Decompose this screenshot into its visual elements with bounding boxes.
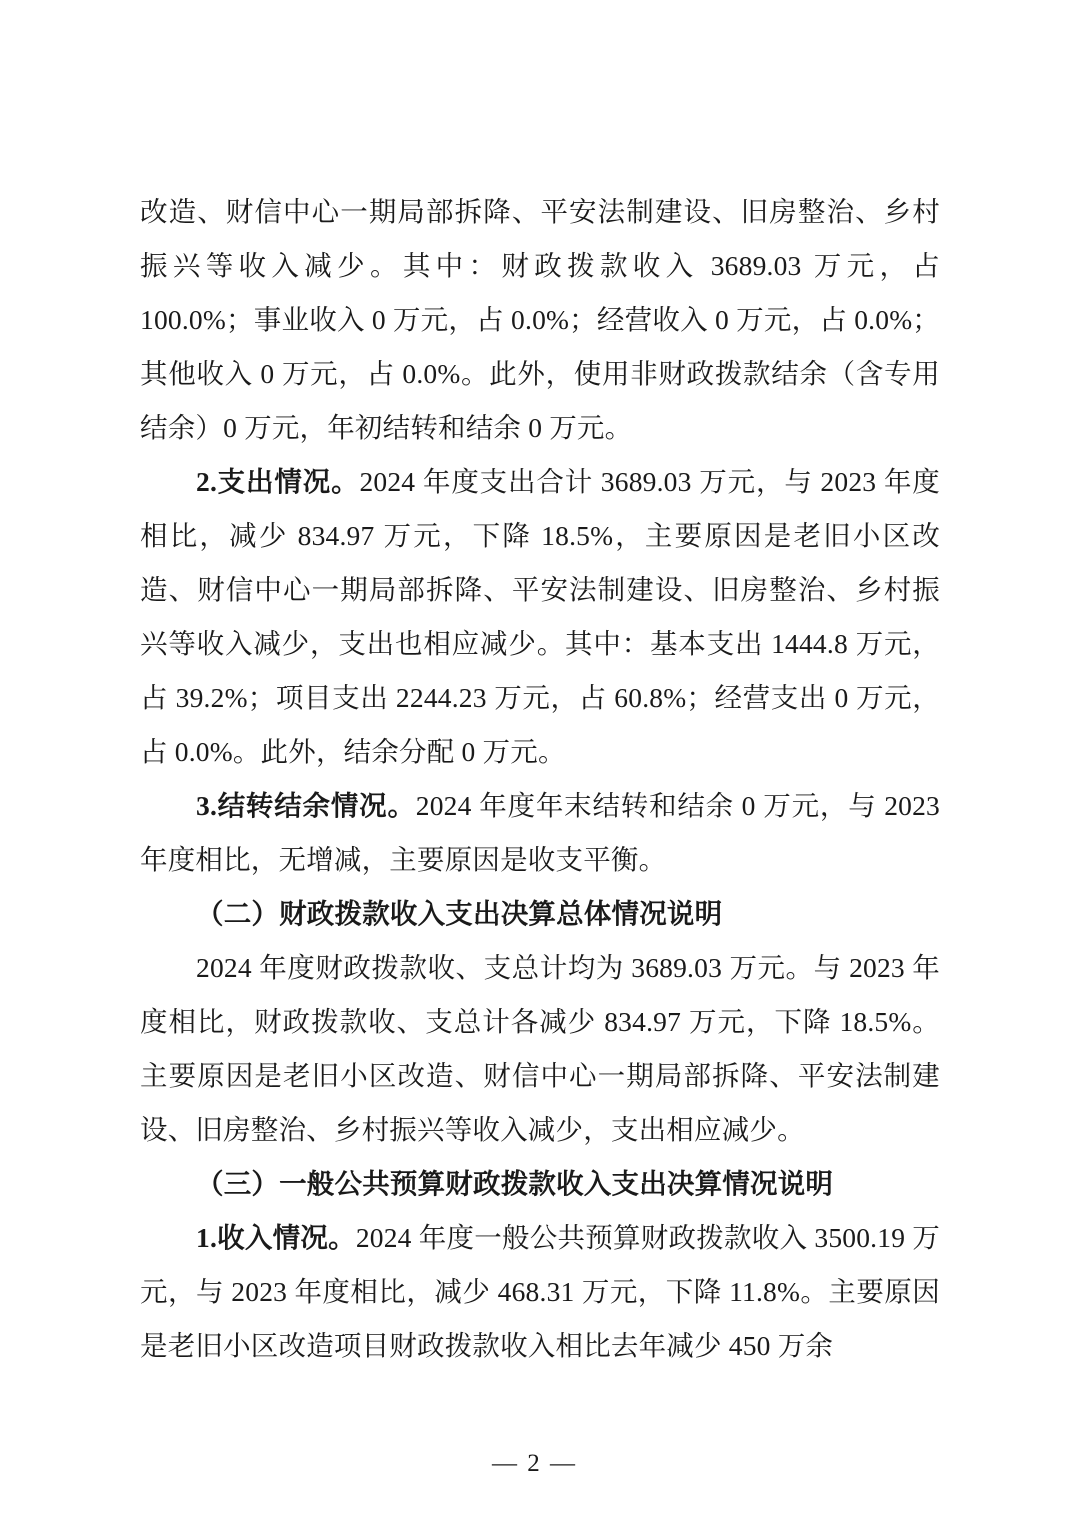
paragraph-run-bold: 3.结转结余情况。 [196,790,416,821]
page-footer [0,1450,1069,1478]
paragraph-run-bold: （二）财政拨款收入支出决算总体情况说明 [196,898,723,929]
paragraph-run: 2024 年度年末结转和结余 0 万元，与 2023 年度相比，无增减，主要原因是收支平衡。 [140,790,940,875]
paragraph-fiscal-appropriation-overall [140,941,940,1157]
page-body-text [140,185,940,1373]
paragraph-run: 2024 年度一般公共预算财政拨款收入 3500.19 万元，与 2023 年度相比，减少 468.31 万元，下降 11.8%。主要原因是老旧小区改造项目财政拨款收入相比去年减少 450 万余 [140,1222,940,1361]
paragraph-income-composition [140,185,940,455]
paragraph-run: 改造、财信中心一期局部拆降、平安法制建设、旧房整治、乡村振兴等收入减少。其中：财政拨款收入 3689.03 万元，占 100.0%；事业收入 0 万元，占 0.0%；经营收入 0 万元，占 0.0%；其他收入 0 万元，占 0.0%。此外，使用非财政拨款结余（含专用结余）0 万元，年初结转和结余 0 万元。 [140,196,940,443]
heading-general-public-budget [140,1157,940,1211]
paragraph-run-bold: （三）一般公共预算财政拨款收入支出决算情况说明 [196,1168,834,1199]
paragraph-run-bold: 1.收入情况。 [196,1222,356,1253]
heading-fiscal-appropriation-overall [140,887,940,941]
page-number: — 2 — [492,1450,577,1477]
paragraph-carryover-balance [140,779,940,887]
paragraph-expenditure [140,455,940,779]
paragraph-general-public-budget-income [140,1211,940,1373]
paragraph-run: 2024 年度支出合计 3689.03 万元，与 2023 年度相比，减少 834.97 万元，下降 18.5%，主要原因是老旧小区改造、财信中心一期局部拆降、平安法制建设、旧房整治、乡村振兴等收入减少，支出也相应减少。其中：基本支出 1444.8 万元，占 39.2%；项目支出 2244.23 万元，占 60.8%；经营支出 0 万元，占 0.0%。此外，结余分配 0 万元。 [140,466,940,767]
paragraph-run-bold: 2.支出情况。 [196,466,360,497]
paragraph-run: 2024 年度财政拨款收、支总计均为 3689.03 万元。与 2023 年度相比，财政拨款收、支总计各减少 834.97 万元，下降 18.5%。主要原因是老旧小区改造、财信中心一期局部拆降、平安法制建设、旧房整治、乡村振兴等收入减少，支出相应减少。 [140,952,940,1145]
